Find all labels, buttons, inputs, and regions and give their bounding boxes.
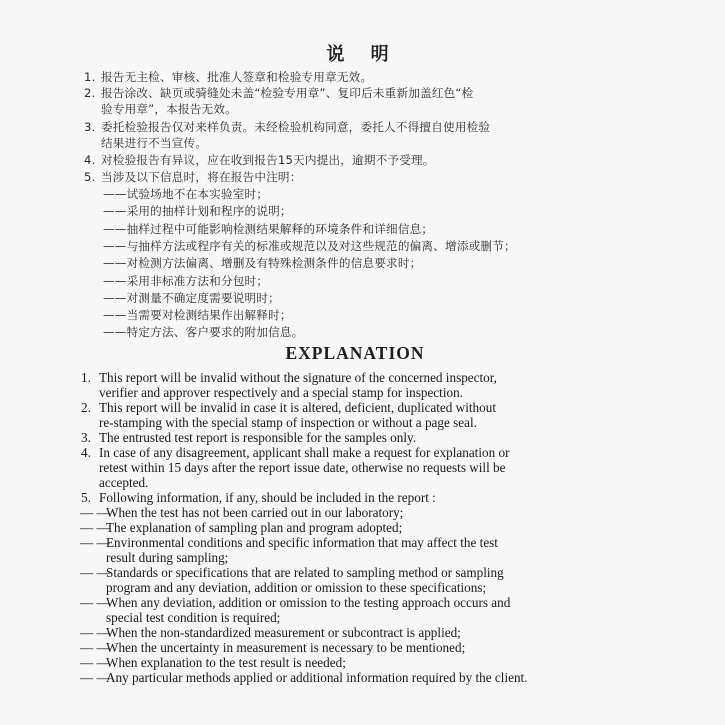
cn-item-2-number: 2.	[84, 86, 96, 100]
en-item-5-number: 5.	[81, 490, 91, 505]
en-item-3-line-1: The entrusted test report is responsible for the samples only.	[99, 430, 417, 445]
en-item-4-line-1: In case of any disagreement, applicant shall make a request for explanation or	[99, 445, 510, 460]
cn-subitem-6: ——采用非标准方法和分包时；	[103, 274, 269, 288]
cn-item-4-line-1: 对检验报告有异议，应在收到报告15天内提出，逾期不予受理。	[101, 153, 435, 167]
cn-item-3-line-2: 结果进行不当宣传。	[101, 136, 208, 150]
chinese-title: 说 明	[326, 44, 399, 65]
en-subitem-3-line-1: Environmental conditions and specific information that may affect the test	[106, 535, 498, 550]
cn-item-1-number: 1.	[84, 70, 96, 84]
cn-item-3-line-1: 委托检验报告仅对来样负责。未经检验机构同意，委托人不得擅自使用检验	[101, 120, 491, 134]
en-item-2-line-1: This report will be invalid in case it is altered, deficient, duplicated without	[99, 400, 496, 415]
cn-item-4-number: 4.	[84, 153, 96, 167]
cn-subitem-8: ——当需要对检测结果作出解释时；	[103, 308, 292, 322]
cn-item-2-line-2: 验专用章”，本报告无效。	[101, 102, 237, 116]
en-item-1-line-2: verifier and approver respectively and a special stamp for inspection.	[99, 385, 463, 400]
en-item-2-number: 2.	[81, 400, 91, 415]
cn-subitem-4: ——与抽样方法或程序有关的标准或规范以及对这些规范的偏离、增添或删节；	[103, 239, 516, 253]
en-item-2-line-2: re-stamping with the special stamp of inspection or without a page seal.	[99, 415, 477, 430]
en-subitem-2-dash: — —	[80, 520, 110, 535]
en-item-4-number: 4.	[81, 445, 91, 460]
en-subitem-9-dash: — —	[80, 670, 110, 685]
cn-item-5-number: 5.	[84, 170, 96, 184]
cn-subitem-7: ——对测量不确定度需要说明时；	[103, 291, 280, 305]
en-item-4-line-3: accepted.	[99, 475, 149, 490]
en-subitem-4-dash: — —	[80, 565, 110, 580]
en-subitem-5-line-2: special test condition is required;	[106, 610, 281, 625]
cn-subitem-5: ——对检测方法偏离、增删及有特殊检测条件的信息要求时；	[103, 256, 422, 270]
cn-subitem-1: ——试验场地不在本实验室时；	[103, 187, 269, 201]
en-item-4-line-2: retest within 15 days after the report issue date, otherwise no requests will be	[99, 460, 506, 475]
en-subitem-3-dash: — —	[80, 535, 110, 550]
en-subitem-4-line-1: Standards or specifications that are related to sampling method or sampling	[106, 565, 504, 580]
en-subitem-9-line-1: Any particular methods applied or additional information required by the client.	[106, 670, 528, 685]
en-subitem-8-line-1: When explanation to the test result is needed;	[106, 655, 346, 670]
en-subitem-4-line-2: program and any deviation, addition or omission to these specifications;	[106, 580, 487, 595]
cn-item-3-number: 3.	[84, 120, 96, 134]
cn-subitem-9: ——特定方法、客户要求的附加信息。	[103, 325, 304, 339]
en-subitem-5-line-1: When any deviation, addition or omission to the testing approach occurs and	[106, 595, 511, 610]
en-subitem-6-line-1: When the non-standardized measurement or subcontract is applied;	[106, 625, 461, 640]
en-subitem-1-line-1: When the test has not been carried out in our laboratory;	[106, 505, 404, 520]
en-item-1-line-1: This report will be invalid without the signature of the concerned inspector,	[99, 370, 497, 385]
en-item-3-number: 3.	[81, 430, 91, 445]
cn-item-1-line-1: 报告无主检、审核、批准人签章和检验专用章无效。	[101, 70, 373, 84]
en-item-1-number: 1.	[81, 370, 91, 385]
cn-subitem-3: ——抽样过程中可能影响检测结果解释的环境条件和详细信息；	[103, 222, 434, 236]
en-subitem-7-dash: — —	[80, 640, 110, 655]
en-subitem-6-dash: — —	[80, 625, 110, 640]
cn-item-2-line-1: 报告涂改、缺页或骑缝处未盖“检验专用章”、复印后未重新加盖红色“检	[101, 86, 474, 100]
cn-item-5-line-1: 当涉及以下信息时，将在报告中注明：	[101, 170, 302, 184]
en-subitem-2-line-1: The explanation of sampling plan and program adopted;	[106, 520, 403, 535]
en-subitem-5-dash: — —	[80, 595, 110, 610]
en-item-5-line-1: Following information, if any, should be included in the report :	[99, 490, 436, 505]
en-subitem-7-line-1: When the uncertainty in measurement is necessary to be mentioned;	[106, 640, 466, 655]
en-subitem-1-dash: — —	[80, 505, 110, 520]
cn-subitem-2: ——采用的抽样计划和程序的说明；	[103, 204, 292, 218]
en-subitem-3-line-2: result during sampling;	[106, 550, 229, 565]
english-title: EXPLANATION	[285, 343, 425, 363]
en-subitem-8-dash: — —	[80, 655, 110, 670]
